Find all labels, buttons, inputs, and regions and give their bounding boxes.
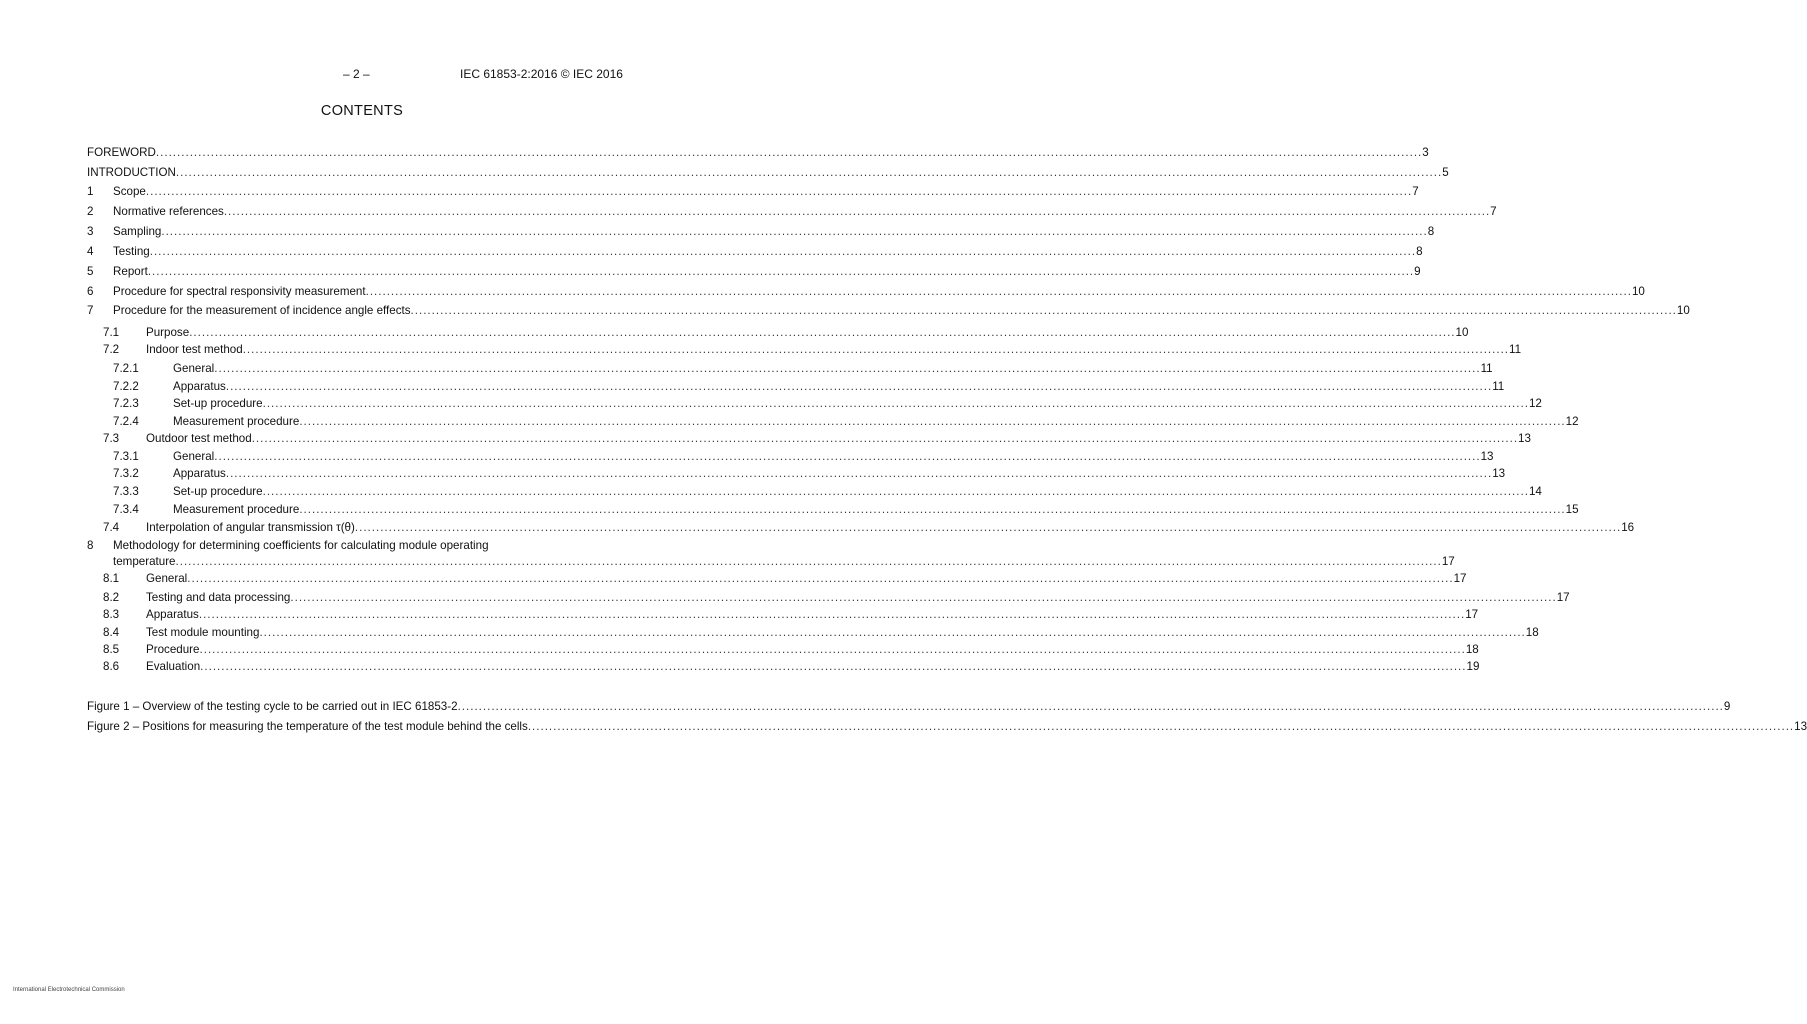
toc-page: 17: [1453, 572, 1467, 585]
toc-page: 15: [1565, 503, 1579, 516]
toc-body: [146, 342, 1522, 357]
toc-body: [113, 264, 1421, 279]
toc-entry[interactable]: [87, 396, 1542, 411]
toc-entry[interactable]: [87, 414, 1579, 429]
dot-leader: ............................................................................................................................................................................................................................................................................................................: [527, 720, 1795, 733]
toc-title: Outdoor test method: [146, 432, 252, 445]
toc-page: 18: [1525, 626, 1539, 639]
toc-title: Scope: [113, 185, 146, 198]
toc-title: Indoor test method: [146, 343, 243, 356]
toc-body: [173, 414, 1579, 429]
dot-leader: ............................................................................................................................................................................................................................................................................................................: [214, 450, 1481, 463]
dot-leader: ............................................................................................................................................................................................................................................................................................................: [189, 326, 1456, 339]
toc-page: 11: [1492, 380, 1505, 393]
toc-page: 17: [1556, 591, 1570, 604]
page-title: CONTENTS: [320, 103, 404, 119]
toc-body: [173, 466, 1506, 481]
toc-entry[interactable]: [87, 284, 1645, 299]
toc-title: Interpolation of angular transmission τ(θ): [146, 521, 355, 534]
toc-title: Apparatus: [173, 380, 226, 393]
toc-entry[interactable]: [87, 466, 1506, 481]
toc-body: [113, 303, 1690, 318]
toc-entry[interactable]: [87, 204, 1497, 219]
toc-number: 3: [87, 225, 94, 238]
toc-number: 7.2.2: [113, 380, 139, 393]
figure-page: 13: [1794, 720, 1807, 733]
toc-body: [146, 431, 1531, 446]
toc-number: 7.2.3: [113, 397, 139, 410]
dot-leader: ............................................................................................................................................................................................................................................................................................................: [199, 643, 1466, 656]
toc-number: 7.2.1: [113, 362, 139, 375]
toc-number: 2: [87, 205, 94, 218]
dot-leader: ............................................................................................................................................................................................................................................................................................................: [299, 503, 1566, 516]
dot-leader: ............................................................................................................................................................................................................................................................................................................: [225, 467, 1493, 480]
toc-body: [113, 204, 1497, 219]
toc-number: 4: [87, 245, 94, 258]
dot-leader: ............................................................................................................................................................................................................................................................................................................: [145, 185, 1413, 198]
toc-body: [173, 484, 1542, 499]
toc-entry[interactable]: [87, 625, 1539, 640]
toc-title: Measurement procedure: [173, 415, 300, 428]
toc-page: 17: [1465, 608, 1479, 621]
toc-body: [113, 244, 1423, 259]
toc-entry[interactable]: [87, 502, 1579, 517]
toc-number: 7.3.3: [113, 485, 139, 498]
footer-publisher: International Electrotechnical Commission: [13, 987, 125, 993]
figure-title: Figure 2 – Positions for measuring the temperature of the test module behind the cells: [87, 720, 528, 733]
toc-page: 5: [1442, 166, 1449, 179]
toc-body: [113, 224, 1435, 239]
toc-page: 12: [1565, 415, 1579, 428]
dot-leader: ............................................................................................................................................................................................................................................................................................................: [149, 245, 1417, 258]
toc-title: Procedure: [146, 643, 200, 656]
toc-page: 10: [1676, 304, 1690, 317]
toc-number: 1: [87, 185, 94, 198]
toc-number: 7.1: [103, 326, 120, 339]
toc-entry[interactable]: [87, 590, 1570, 605]
dot-leader: ............................................................................................................................................................................................................................................................................................................: [299, 415, 1566, 428]
toc-title: General: [173, 362, 215, 375]
toc-title: Normative references: [113, 205, 224, 218]
toc-body: [173, 449, 1494, 464]
toc-number: 6: [87, 285, 94, 298]
toc-entry[interactable]: [87, 361, 1493, 376]
toc-page: 13: [1492, 467, 1506, 480]
toc-number: 7.3.2: [113, 467, 139, 480]
toc-entry[interactable]: [87, 607, 1479, 622]
dot-leader: ............................................................................................................................................................................................................................................................................................................: [187, 572, 1454, 585]
figure-page: 9: [1723, 700, 1731, 713]
toc-page: 7: [1490, 205, 1497, 218]
toc-entry[interactable]: [87, 571, 1467, 586]
toc-number: 8.4: [103, 626, 120, 639]
toc-number: 7.3.1: [113, 450, 139, 463]
toc-body: [146, 659, 1480, 674]
toc-page: 16: [1621, 521, 1635, 534]
toc-page: 9: [1414, 265, 1421, 278]
toc-title: Purpose: [146, 326, 190, 339]
dot-leader: ............................................................................................................................................................................................................................................................................................................: [175, 166, 1443, 179]
toc-entry[interactable]: [87, 554, 1455, 569]
toc-body: [146, 625, 1539, 640]
toc-title: Apparatus: [173, 467, 226, 480]
toc-title: Testing and data processing: [146, 591, 291, 604]
toc-title: Set-up procedure: [173, 397, 263, 410]
toc-title: General: [173, 450, 215, 463]
toc-body: [173, 361, 1493, 376]
toc-entry[interactable]: [87, 325, 1469, 340]
toc-page: 14: [1528, 485, 1542, 498]
dot-leader: ............................................................................................................................................................................................................................................................................................................: [223, 205, 1491, 218]
dot-leader: ............................................................................................................................................................................................................................................................................................................: [242, 343, 1510, 356]
dot-leader: ............................................................................................................................................................................................................................................................................................................: [262, 485, 1529, 498]
dot-leader: ............................................................................................................................................................................................................................................................................................................: [147, 265, 1415, 278]
document-id: IEC 61853-2:2016 © IEC 2016: [460, 67, 623, 81]
dot-leader: ............................................................................................................................................................................................................................................................................................................: [262, 397, 1529, 410]
toc-page: 12: [1528, 397, 1542, 410]
toc-number: 7.4: [103, 521, 120, 534]
dot-leader: ............................................................................................................................................................................................................................................................................................................: [155, 146, 1423, 159]
dot-leader: ............................................................................................................................................................................................................................................................................................................: [259, 626, 1526, 639]
toc-entry[interactable]: [87, 659, 1480, 674]
toc-number: 7: [87, 304, 94, 317]
toc-entry[interactable]: [87, 538, 638, 553]
toc-body: [113, 554, 1455, 569]
toc-body: [146, 571, 1467, 586]
dot-leader: ............................................................................................................................................................................................................................................................................................................: [457, 700, 1724, 713]
toc-number: 8.2: [103, 591, 120, 604]
figure-entry[interactable]: [87, 719, 1807, 734]
toc-number: 8: [87, 539, 94, 552]
figure-body: [87, 719, 1807, 734]
toc-title: General: [146, 572, 188, 585]
toc-number: 8.5: [103, 643, 120, 656]
toc-page: 13: [1480, 450, 1494, 463]
toc-page: 8: [1416, 245, 1423, 258]
toc-entry[interactable]: [87, 342, 1522, 357]
toc-entry[interactable]: [87, 145, 1429, 160]
dot-leader: ............................................................................................................................................................................................................................................................................................................: [365, 285, 1632, 298]
toc-page: 11: [1509, 343, 1522, 356]
dot-leader: ............................................................................................................................................................................................................................................................................................................: [290, 591, 1557, 604]
toc-entry[interactable]: [87, 431, 1531, 446]
toc-title: INTRODUCTION: [87, 166, 176, 179]
toc-body: [113, 538, 638, 553]
toc-entry[interactable]: [87, 244, 1423, 259]
toc-number: 8.1: [103, 572, 120, 585]
toc-body: [146, 590, 1570, 605]
toc-title: Test module mounting: [146, 626, 260, 639]
page-number: – 2 –: [343, 67, 370, 81]
toc-number: 5: [87, 265, 94, 278]
toc-entry[interactable]: [87, 484, 1542, 499]
toc-body: [87, 145, 1429, 160]
toc-entry[interactable]: [87, 303, 1690, 318]
toc-page: 8: [1427, 225, 1435, 238]
toc-page: 11: [1480, 362, 1493, 375]
figure-entry[interactable]: [87, 699, 1731, 714]
toc-body: [146, 642, 1479, 657]
toc-number: 7.2.4: [113, 415, 139, 428]
dot-leader: ............................................................................................................................................................................................................................................................................................................: [175, 555, 1442, 568]
toc-title: Testing: [113, 245, 150, 258]
dot-leader: ............................................................................................................................................................................................................................................................................................................: [198, 608, 1466, 621]
toc-title: Procedure for spectral responsivity measurement: [113, 285, 366, 298]
toc-title: Set-up procedure: [173, 485, 263, 498]
dot-leader: ............................................................................................................................................................................................................................................................................................................: [161, 225, 1428, 238]
dot-leader: ............................................................................................................................................................................................................................................................................................................: [200, 660, 1467, 673]
toc-body: [113, 184, 1419, 199]
dot-leader: ............................................................................................................................................................................................................................................................................................................: [225, 380, 1493, 393]
toc-number: 7.2: [103, 343, 120, 356]
figure-body: [87, 699, 1731, 714]
toc-title: Measurement procedure: [173, 503, 300, 516]
dot-leader: ............................................................................................................................................................................................................................................................................................................: [214, 362, 1481, 375]
toc-title: Apparatus: [146, 608, 199, 621]
toc-entry[interactable]: [87, 165, 1449, 180]
toc-title: Procedure for the measurement of incidence angle effects: [113, 304, 411, 317]
toc-body: [173, 502, 1579, 517]
toc-entry[interactable]: [87, 379, 1505, 394]
toc-entry[interactable]: [87, 224, 1435, 239]
toc-page: 17: [1441, 555, 1455, 568]
toc-body: [113, 284, 1645, 299]
toc-title: Evaluation: [146, 660, 201, 673]
toc-title: FOREWORD: [87, 146, 156, 159]
toc-page: 7: [1412, 185, 1419, 198]
toc-page: 10: [1631, 285, 1645, 298]
toc-title: Methodology for determining coefficients for calculating module operating: [113, 539, 489, 552]
toc-number: 7.3: [103, 432, 120, 445]
toc-title: Sampling: [113, 225, 162, 238]
dot-leader: ............................................................................................................................................................................................................................................................................................................: [251, 432, 1519, 445]
toc-page: 3: [1422, 146, 1429, 159]
dot-leader: ............................................................................................................................................................................................................................................................................................................: [410, 304, 1677, 317]
toc-number: 7.3.4: [113, 503, 139, 516]
toc-page: 19: [1466, 660, 1480, 673]
toc-body: [173, 396, 1542, 411]
toc-entry[interactable]: [87, 520, 1635, 535]
toc-body: [146, 607, 1479, 622]
toc-title: temperature: [113, 555, 176, 568]
toc-entry[interactable]: [87, 184, 1419, 199]
toc-entry[interactable]: [87, 449, 1494, 464]
toc-body: [173, 379, 1505, 394]
toc-body: [146, 520, 1635, 535]
toc-entry[interactable]: [87, 264, 1421, 279]
toc-number: 8.6: [103, 660, 120, 673]
toc-entry[interactable]: [87, 642, 1479, 657]
toc-number: 8.3: [103, 608, 120, 621]
toc-page: 13: [1518, 432, 1531, 445]
toc-page: 18: [1465, 643, 1479, 656]
toc-page: 10: [1455, 326, 1469, 339]
toc-body: [146, 325, 1469, 340]
toc-body: [87, 165, 1449, 180]
figure-title: Figure 1 – Overview of the testing cycle to be carried out in IEC 61853-2: [87, 700, 458, 713]
dot-leader: ............................................................................................................................................................................................................................................................................................................: [354, 521, 1622, 534]
toc-title: Report: [113, 265, 148, 278]
